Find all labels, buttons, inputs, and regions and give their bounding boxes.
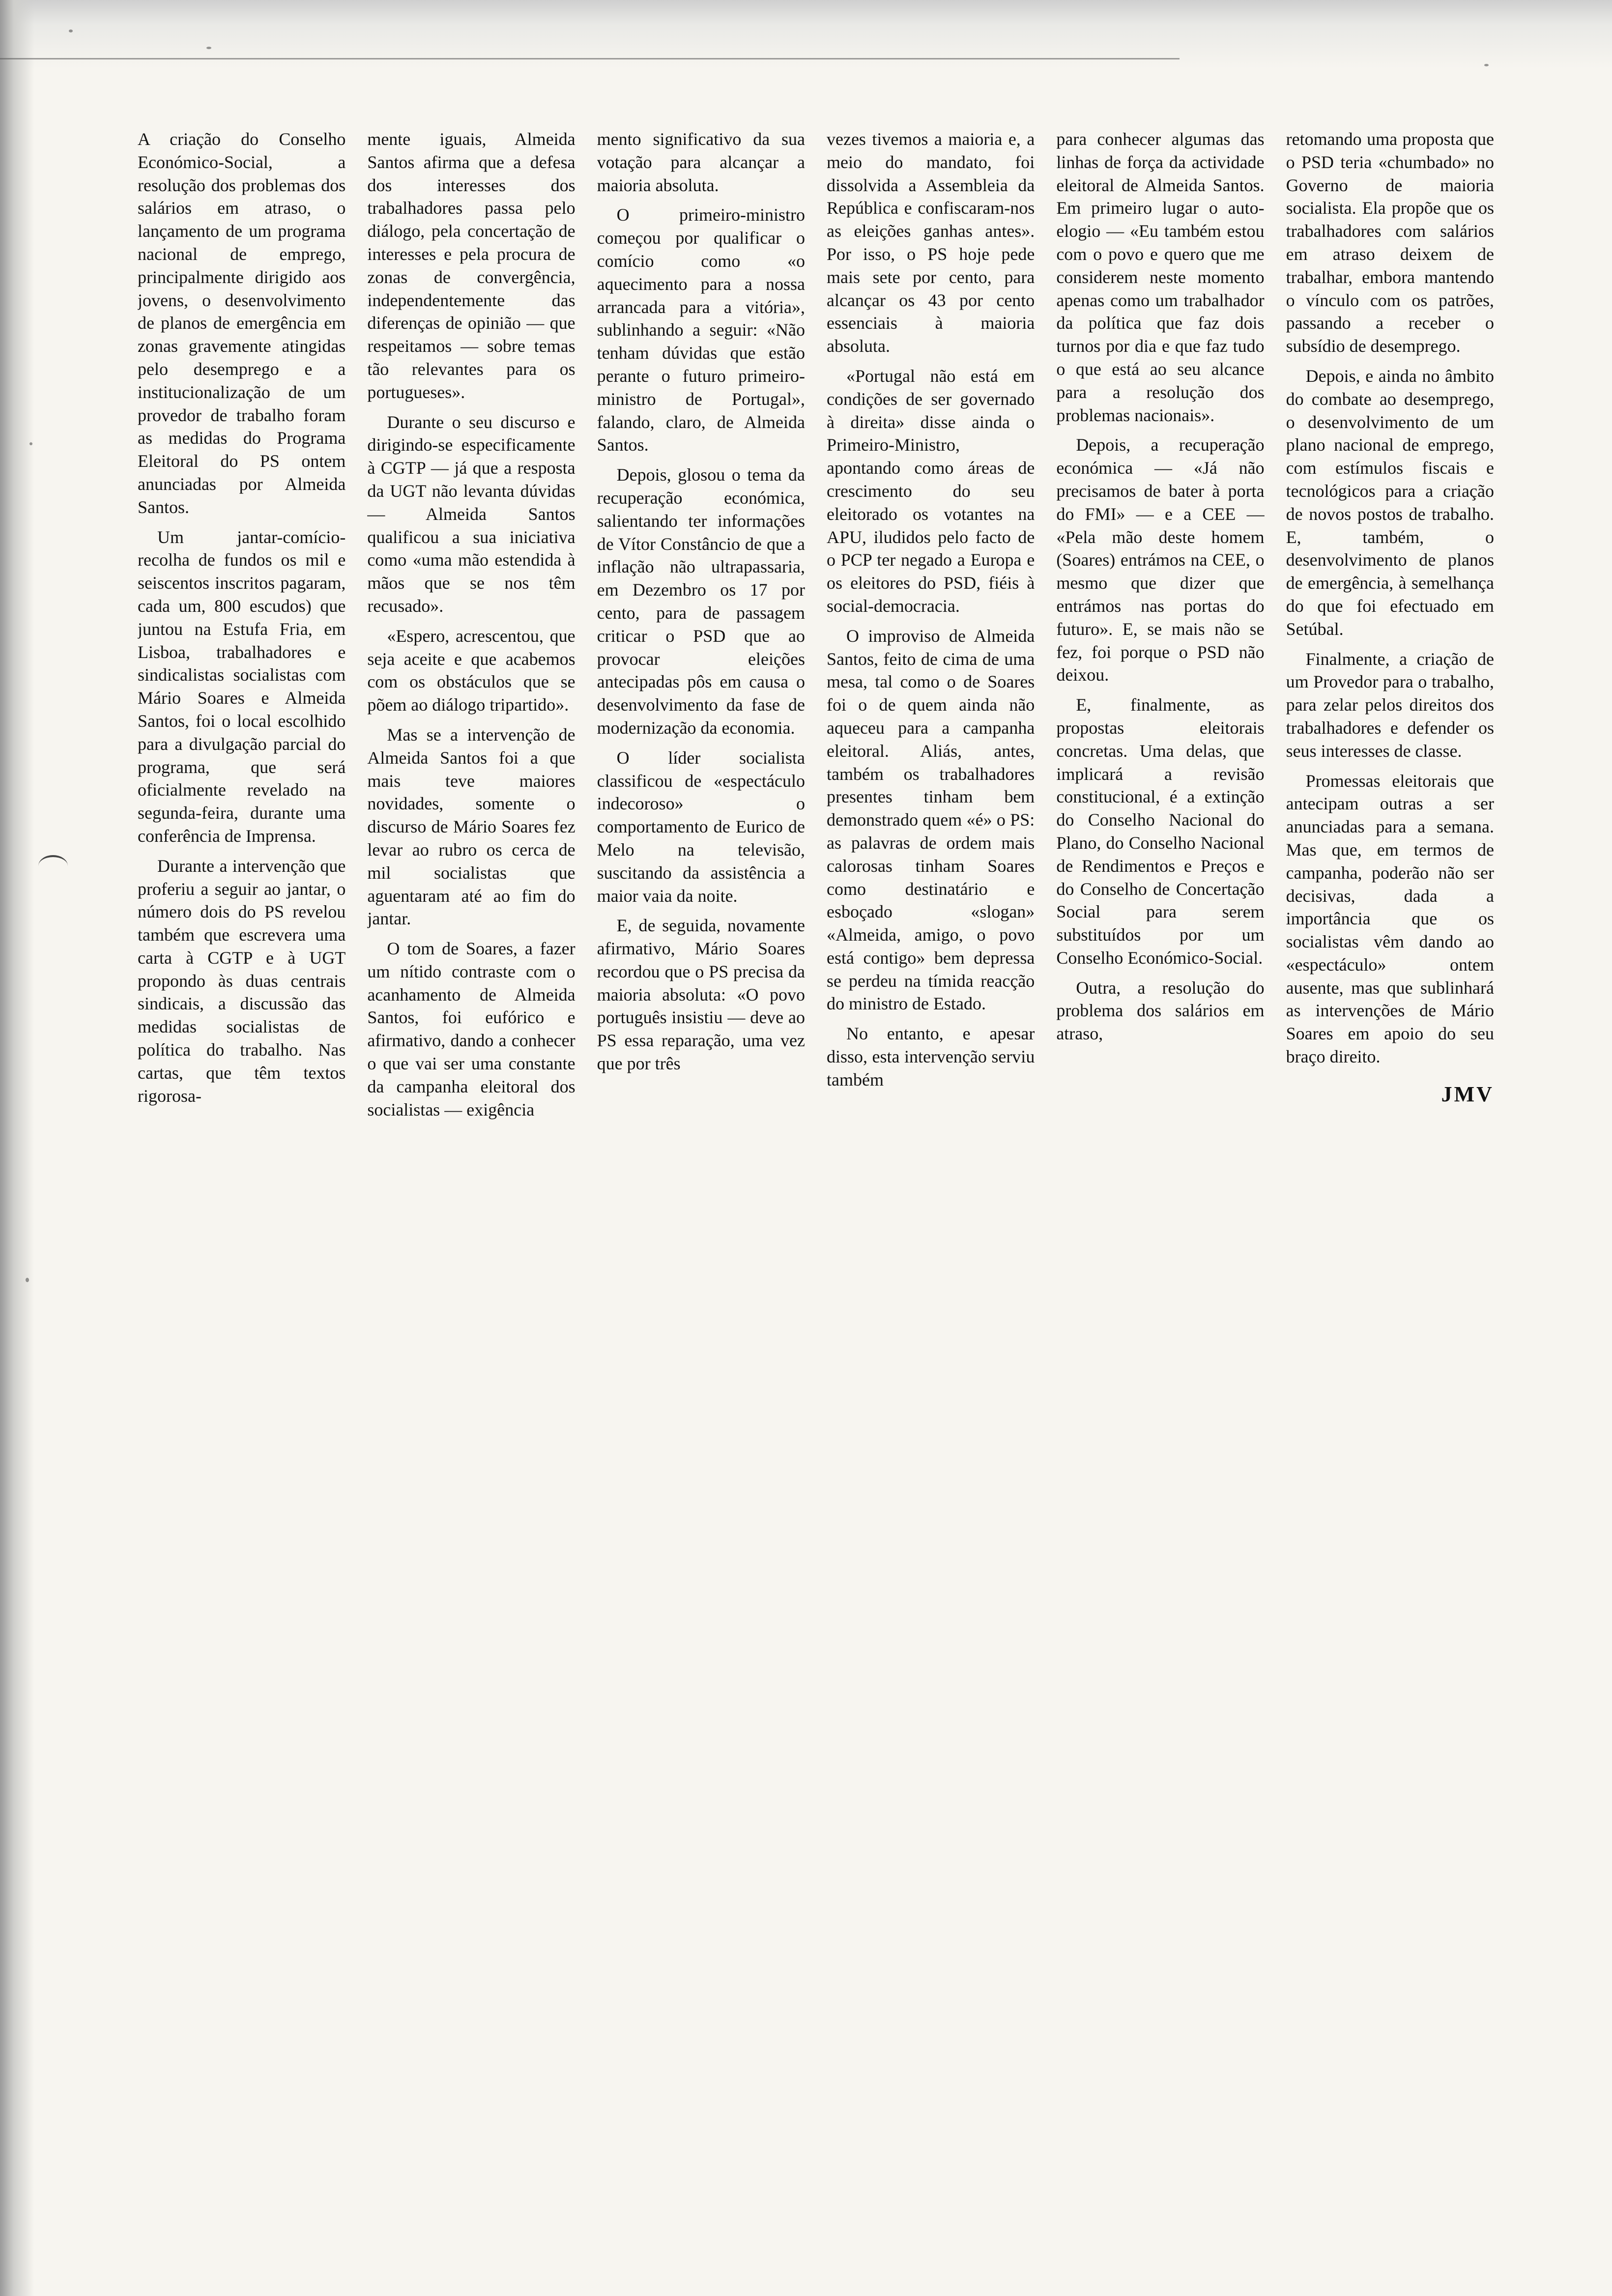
article-paragraph: para conhecer algumas das linhas de força da actividade eleitoral de Almeida Santos. Em primeiro lugar o auto-elogio — «Eu também estou com o povo e quero que me considerem neste momento apenas como um trabalhador da política que faz dois turnos por dia e que faz tudo o que está ao seu alcance para a resolução dos problemas nacionais».	[1056, 129, 1265, 425]
article-paragraph: Mas se a intervenção de Almeida Santos foi a que mais teve maiores novidades, somente o discurso de Mário Soares fez levar ao rubro os cerca de mil socialistas que aguentaram até ao fim do jantar.	[367, 724, 576, 929]
article-column-5	[1056, 128, 1264, 2192]
article-paragraph: retomando uma proposta que o PSD teria «chumbado» no Governo de maioria socialista. Ela propõe que os trabalhadores com salários em atraso deixem de trabalhar, embora mantendo o vínculo com os patrões, passando a receber o subsídio de desemprego.	[1286, 129, 1494, 356]
scan-speck	[206, 47, 211, 49]
article-paragraph: Durante a intervenção que proferiu a seguir ao jantar, o número dois do PS revelou também que escrevera uma carta à CGTP e à UGT propondo às duas centrais sindicais, a discussão das medidas socialistas de política do trabalho. Nas cartas, que têm textos rigorosa-	[138, 856, 346, 1106]
article-paragraph: mento significativo da sua votação para alcançar a maioria absoluta.	[597, 129, 805, 195]
author-signature: JMV	[1441, 1082, 1494, 1106]
scan-speck	[29, 442, 32, 445]
article-paragraph: O primeiro-ministro começou por qualificar o comício como «o aquecimento para a nossa arrancada para a vitória», sublinhando a seguir: «Não tenham dúvidas que estão perante o futuro primeiro-ministro de Portugal», falando, claro, de Almeida Santos.	[597, 205, 805, 455]
article-paragraph: Depois, glosou o tema da recuperação económica, salientando ter informações de Vítor Constâncio de que a inflação não ultrapassaria, em Dezembro os 17 por cento, para de passagem criticar o PSD que ao provocar eleições antecipadas pôs em causa o desenvolvimento da fase de modernização da economia.	[597, 465, 805, 738]
scan-speck	[1484, 64, 1489, 66]
paper-fold-line	[0, 58, 1180, 59]
scan-speck	[69, 29, 73, 32]
scan-speck	[26, 1278, 29, 1282]
article-paragraph: O tom de Soares, a fazer um nítido contraste com o acanhamento de Almeida Santos, foi eufórico e afirmativo, dando a conhecer o que vai ser uma constante da campanha eleitoral dos socialistas — exigência	[367, 939, 576, 1119]
newspaper-article	[138, 128, 1494, 2192]
article-paragraph: Promessas eleitorais que antecipam outras a ser anunciadas para a semana. Mas que, em termos de campanha, poderão não ser decisivas, dada a importância que os socialistas vêm dando ao «espectáculo» ontem ausente, mas que sublinhará as intervenções de Mário Soares em apoio do seu braço direito.	[1286, 771, 1494, 1067]
article-column-1	[138, 128, 345, 2192]
article-paragraph: Durante o seu discurso e dirigindo-se especificamente à CGTP — já que a resposta da UGT não levanta dúvidas — Almeida Santos qualificou a sua iniciativa como «uma mão estendida à mãos que se nos têm recusado».	[367, 412, 576, 616]
article-paragraph: mente iguais, Almeida Santos afirma que a defesa dos interesses dos trabalhadores passa pelo diálogo, pela concertação de interesses e pela procura de zonas de convergência, independentemente das diferenças de opinião — que respeitamos — sobre temas tão relevantes para os portugueses».	[367, 129, 576, 402]
article-paragraph: E, de seguida, novamente afirmativo, Mário Soares recordou que o PS precisa da maioria absoluta: «O povo português insistiu — deve ao PS essa reparação, uma vez que por três	[597, 916, 805, 1074]
article-column-3	[597, 128, 805, 2192]
article-column-4	[827, 128, 1035, 2192]
article-column-6	[1286, 128, 1494, 2192]
article-paragraph: «Portugal não está em condições de ser governado à direita» disse ainda o Primeiro-Ministro, apontando como áreas de crescimento do seu eleitorado os votantes na APU, iludidos pelo facto de o PCP ter negado a Europa e os eleitores do PSD, fiéis à social-democracia.	[826, 366, 1035, 616]
article-paragraph: Outra, a resolução do problema dos salários em atraso,	[1056, 977, 1265, 1044]
article-paragraph: O improviso de Almeida Santos, feito de cima de uma mesa, tal como o de Soares foi o de quem ainda não aqueceu para a campanha eleitoral. Aliás, antes, também os trabalhadores presentes tinham bem demonstrado quem «é» o PS: as palavras de ordem mais calorosas tinham Soares como destinatário e esboçado «slogan» «Almeida, amigo, o povo está contigo» bem depressa se perdeu na tímida reacção do ministro de Estado.	[826, 626, 1035, 1014]
article-paragraph: A criação do Conselho Económico-Social, a resolução dos problemas dos salários em atraso, o lançamento de um programa nacional de emprego, principalmente dirigido aos jovens, o desenvolvimento de planos de emergência em zonas gravemente atingidas pelo desemprego e a institucionalização de um provedor de trabalho foram as medidas do Programa Eleitoral do PS ontem anunciadas por Almeida Santos.	[138, 129, 346, 517]
article-paragraph: Depois, a recuperação económica — «Já não precisamos de bater à porta do FMI» — e a CEE — «Pela mão deste homem (Soares) entrámos na CEE, o mesmo que dizer que entrámos nas portas do futuro». E, se mais não se fez, foi porque o PSD não deixou.	[1056, 435, 1265, 685]
article-column-2	[367, 128, 575, 2192]
scan-left-edge	[0, 0, 34, 2296]
margin-mark	[38, 855, 68, 877]
article-paragraph: No entanto, e apesar disso, esta intervenção serviu também	[826, 1024, 1035, 1090]
article-paragraph: O líder socialista classificou de «espectáculo indecoroso» o comportamento de Eurico de Melo na televisão, suscitando da assistência a maior vaia da noite.	[597, 747, 805, 906]
article-paragraph: «Espero, acrescentou, que seja aceite e que acabemos com os obstáculos que se põem ao diálogo tripartido».	[367, 626, 576, 715]
article-paragraph: vezes tivemos a maioria e, a meio do mandato, foi dissolvida a Assembleia da República e confiscaram-nos as eleições ganhas antes». Por isso, o PS hoje pede mais sete por cento, para alcançar os 43 por cento essenciais à maioria absoluta.	[826, 129, 1035, 356]
article-paragraph: Um jantar-comício-recolha de fundos os mil e seiscentos inscritos pagaram, cada um, 800 escudos) que juntou na Estufa Fria, em Lisboa, trabalhadores e sindicalistas socialistas com Mário Soares e Almeida Santos, foi o local escolhido para a divulgação parcial do programa, que será oficialmente revelado na segunda-feira, durante uma conferência de Imprensa.	[138, 527, 346, 846]
article-paragraph: E, finalmente, as propostas eleitorais concretas. Uma delas, que implicará a revisão constitucional, é a extinção do Conselho Nacional do Plano, do Conselho Nacional de Rendimentos e Preços e do Conselho de Concertação Social para serem substituídos por um Conselho Económico-Social.	[1056, 695, 1265, 968]
article-paragraph: Depois, e ainda no âmbito do combate ao desemprego, o desenvolvimento de um plano nacional de emprego, com estímulos fiscais e tecnológicos para a criação de novos postos de trabalho. E, também, o desenvolvimento de planos de emergência, à semelhança do que foi efectuado em Setúbal.	[1286, 366, 1494, 639]
article-paragraph: Finalmente, a criação de um Provedor para o trabalho, para zelar pelos direitos dos trabalhadores e defender os seus interesses de classe.	[1286, 649, 1494, 761]
